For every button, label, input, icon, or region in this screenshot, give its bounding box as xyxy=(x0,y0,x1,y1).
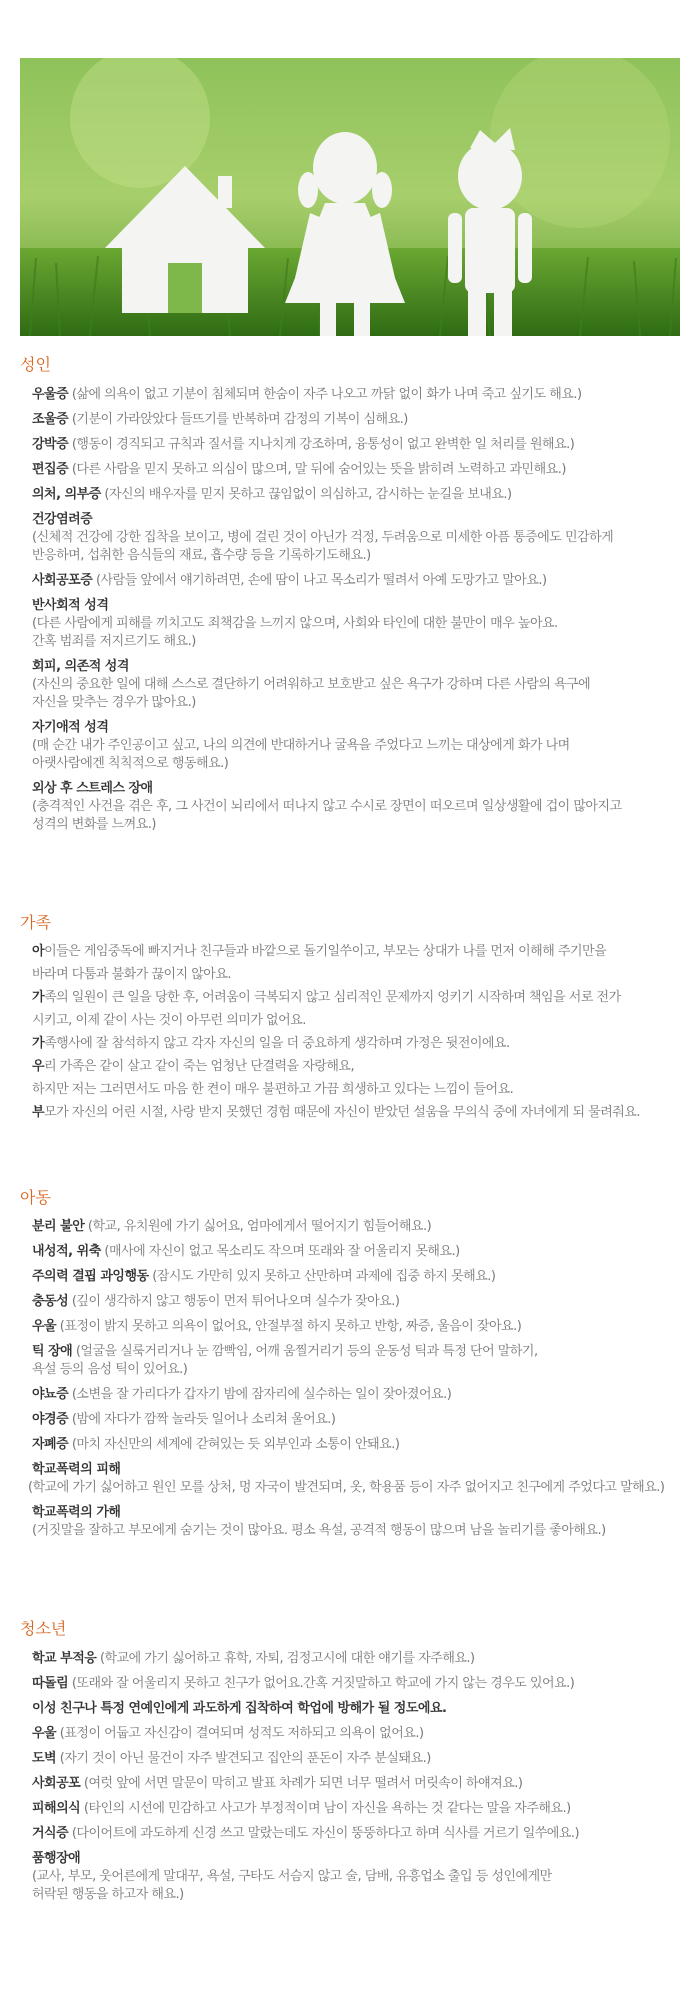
list-item xyxy=(32,1750,692,1768)
teen-list xyxy=(32,1650,692,1911)
family-paragraph xyxy=(32,1055,692,1101)
term: 사회공포 xyxy=(32,1776,81,1791)
description: (잠시도 가만히 있지 못하고 산만하며 과제에 집중 하지 못해요.) xyxy=(152,1269,496,1284)
term: 충동성 xyxy=(32,1294,69,1309)
term: 외상 후 스트레스 장애 xyxy=(32,781,153,796)
description: (표정이 밝지 못하고 의욕이 없어요, 안절부절 하지 못하고 반항, 짜증, 울음이 잦아요.) xyxy=(59,1319,522,1334)
term: 자폐증 xyxy=(32,1437,69,1452)
paragraph-text: 모가 자신의 어린 시절, 사랑 받지 못했던 경험 때문에 자신이 받았던 설움을 무의식 중에 자녀에게 되 물려줘요. xyxy=(44,1105,640,1120)
list-item xyxy=(32,1411,692,1429)
description: (매 순간 내가 주인공이고 싶고, 나의 의견에 반대하거나 굴욕을 주었다고 느끼는 대상에게 화가 나며 아랫사람에겐 칙칙적으로 행동해요.) xyxy=(32,738,570,771)
description: (충격적인 사건을 겪은 후, 그 사건이 뇌리에서 떠나지 않고 수시로 장면이 떠오르며 일상생활에 겁이 많아지고 성격의 변화를 느껴요.) xyxy=(32,799,622,832)
term: 따돌림 xyxy=(32,1676,69,1691)
list-item xyxy=(32,1386,692,1404)
list-item xyxy=(32,436,692,454)
list-item xyxy=(32,1218,692,1236)
term: 품행장애 xyxy=(32,1851,81,1866)
description: (행동이 경직되고 규칙과 질서를 지나치게 강조하며, 융통성이 없고 완벽한 일 처리를 원해요.) xyxy=(71,437,575,452)
description: (자신의 배우자를 믿지 못하고 끊임없이 의심하고, 감시하는 눈길을 보내요.) xyxy=(104,487,512,502)
section-title-adult: 성인 xyxy=(20,355,51,374)
description: (자기 것이 아닌 물건이 자주 발견되고 집안의 푼돈이 자주 분실돼요.) xyxy=(59,1751,431,1766)
list-item xyxy=(32,1650,692,1668)
term: 건강염려증 xyxy=(32,512,93,527)
description: (얼굴을 실룩거리거나 눈 깜빡임, 어깨 움찔거리기 등의 운동성 틱과 특정 단어 말하기, 욕설 등의 음성 틱이 있어요.) xyxy=(32,1344,538,1377)
description: (다이어트에 과도하게 신경 쓰고 말랐는데도 자신이 뚱뚱하다고 하며 식사를 거르기 일쑤에요.) xyxy=(71,1826,580,1841)
term: 의처, 의부증 xyxy=(32,487,101,502)
list-item xyxy=(32,1293,692,1311)
term: 자기애적 성격 xyxy=(32,720,109,735)
description: (소변을 잘 가리다가 갑자기 밤에 잠자리에 실수하는 일이 잦아졌어요.) xyxy=(71,1387,452,1402)
description: (타인의 시선에 민감하고 사고가 부정적이며 남이 자신을 욕하는 것 같다는 말을 자주해요.) xyxy=(83,1801,571,1816)
section-title-family: 가족 xyxy=(20,913,51,932)
paragraph-text: 족행사에 잘 참석하지 않고 각자 자신의 일을 더 중요하게 생각하며 가정은 뒷전이에요. xyxy=(44,1036,510,1051)
list-item xyxy=(32,1825,692,1843)
term: 야뇨증 xyxy=(32,1387,69,1402)
description: (깊이 생각하지 않고 행동이 먼저 튀어나오며 실수가 잦아요.) xyxy=(71,1294,400,1309)
term: 분리 불안 xyxy=(32,1219,85,1234)
description: (교사, 부모, 웃어른에게 말대꾸, 욕설, 구타도 서슴지 않고 술, 담배, 유흥업소 출입 등 성인에게만 허락된 행동을 하고자 해요.) xyxy=(32,1869,552,1902)
list-item xyxy=(32,1268,692,1286)
term: 도벽 xyxy=(32,1751,57,1766)
term: 강박증 xyxy=(32,437,69,452)
description: (다른 사람에게 피해를 끼치고도 죄책감을 느끼지 않으며, 사회와 타인에 대한 불만이 매우 높아요. 간혹 범죄를 저지르기도 해요.) xyxy=(32,616,558,649)
family-paragraph xyxy=(32,986,692,1032)
adult-list xyxy=(32,386,692,841)
description: (매사에 자신이 없고 목소리도 작으며 또래와 잘 어울리지 못해요.) xyxy=(104,1244,460,1259)
description: (거짓말을 잘하고 부모에게 숨기는 것이 많아요. 평소 욕설, 공격적 행동이 많으며 남을 놀리기를 좋아해요.) xyxy=(32,1523,606,1538)
term: 우울 xyxy=(32,1726,57,1741)
description: (학교, 유치원에 가기 싫어요, 엄마에게서 떨어지기 힘들어해요.) xyxy=(87,1219,432,1234)
description: (학교에 가기 싫어하고 원인 모를 상처, 멍 자국이 발견되며, 옷, 학용품 등이 자주 없어지고 친구에게 주었다고 말해요.) xyxy=(28,1480,665,1495)
lead-char: 가 xyxy=(32,990,45,1005)
term: 회피, 의존적 성격 xyxy=(32,659,129,674)
paragraph-text: 리 가족은 같이 살고 같이 죽는 엄청난 단결력을 자랑해요, 하지만 저는 그러면서도 마음 한 켠이 매우 불편하고 가끔 희생하고 있다는 느낌이 들어요. xyxy=(32,1059,514,1097)
description: (마치 자신만의 세계에 갇혀있는 듯 외부인과 소통이 안돼요.) xyxy=(71,1437,400,1452)
list-item xyxy=(32,511,692,565)
family-paragraph xyxy=(32,1101,692,1124)
lead-char: 우 xyxy=(32,1059,45,1074)
list-item xyxy=(32,597,692,651)
description: (신체적 건강에 강한 집착을 보이고, 병에 걸린 것이 아닌가 걱정, 두려움으로 미세한 아픔 통증에도 민감하게 반응하며, 섭취한 음식들의 재료, 흡수량 등을 기록하기도해요.) xyxy=(32,530,614,563)
list-item xyxy=(32,719,692,773)
description: (또래와 잘 어울리지 못하고 친구가 없어요.간혹 거짓말하고 학교에 가지 않는 경우도 있어요.) xyxy=(71,1676,575,1691)
description: (기분이 가라앉았다 들뜨기를 반복하며 감정의 기복이 심해요.) xyxy=(71,412,408,427)
list-item xyxy=(32,1318,692,1336)
term: 학교 부적응 xyxy=(32,1651,97,1666)
description: (여럿 앞에 서면 말문이 막히고 발표 차례가 되면 너무 떨려서 머릿속이 하얘져요.) xyxy=(83,1776,523,1791)
list-item xyxy=(32,1343,692,1379)
lead-char: 아 xyxy=(32,944,45,959)
hero-image xyxy=(20,58,680,336)
term: 편집증 xyxy=(32,462,69,477)
family-paragraph xyxy=(32,940,692,986)
term: 사회공포증 xyxy=(32,573,93,588)
paragraph-text: 족의 일원이 큰 일을 당한 후, 어려움이 극복되지 않고 심리적인 문제까지 엉키기 시작하며 책임을 서로 전가 시키고, 이제 같이 사는 것이 아무런 의미가 없어요. xyxy=(32,990,621,1028)
term: 주의력 결핍 과잉행동 xyxy=(32,1269,149,1284)
section-title-child: 아동 xyxy=(20,1188,51,1207)
list-item xyxy=(32,1725,692,1743)
list-item xyxy=(32,1700,692,1718)
term: 이성 친구나 특정 연예인에게 과도하게 집착하여 학업에 방해가 될 정도에요. xyxy=(32,1701,447,1716)
term: 조울증 xyxy=(32,412,69,427)
description: (사람들 앞에서 얘기하려면, 손에 땀이 나고 목소리가 떨려서 아예 도망가고 말아요.) xyxy=(95,573,547,588)
lead-char: 가 xyxy=(32,1036,45,1051)
list-item xyxy=(28,1461,692,1497)
section-title-teen: 청소년 xyxy=(20,1619,67,1638)
term: 틱 장애 xyxy=(32,1344,73,1359)
term: 학교폭력의 피해 xyxy=(32,1462,121,1477)
description: (표정이 어둡고 자신감이 결여되며 성적도 저하되고 의욕이 없어요.) xyxy=(59,1726,424,1741)
description: (학교에 가기 싫어하고 휴학, 자퇴, 검정고시에 대한 얘기를 자주해요.) xyxy=(99,1651,475,1666)
term: 반사회적 성격 xyxy=(32,598,109,613)
list-item xyxy=(32,1675,692,1693)
lead-char: 부 xyxy=(32,1105,45,1120)
paragraph-text: 이들은 게임중독에 빠지거나 친구들과 바깥으로 돌기일쑤이고, 부모는 상대가 나를 먼저 이해해 주기만을 바라며 다툼과 불화가 끊이지 않아요. xyxy=(32,944,607,982)
list-item xyxy=(32,1850,692,1904)
list-item xyxy=(32,1243,692,1261)
list-item xyxy=(32,1800,692,1818)
term: 내성적, 위축 xyxy=(32,1244,101,1259)
family-paragraph xyxy=(32,1032,692,1055)
term: 학교폭력의 가해 xyxy=(32,1505,121,1520)
term: 우울증 xyxy=(32,387,69,402)
description: (자신의 중요한 일에 대해 스스로 결단하기 어려워하고 보호받고 싶은 욕구가 강하며 다른 사람의 욕구에 자신을 맞추는 경우가 많아요.) xyxy=(32,677,591,710)
list-item xyxy=(32,1436,692,1454)
description: (삶에 의욕이 없고 기분이 침체되며 한숨이 자주 나오고 까닭 없이 화가 나며 죽고 싶기도 해요.) xyxy=(71,387,582,402)
list-item xyxy=(32,572,692,590)
list-item xyxy=(32,780,692,834)
term: 피해의식 xyxy=(32,1801,81,1816)
list-item xyxy=(32,1775,692,1793)
list-item xyxy=(32,658,692,712)
list-item xyxy=(32,486,692,504)
term: 우울 xyxy=(32,1319,57,1334)
list-item xyxy=(32,461,692,479)
description: (다른 사람을 믿지 못하고 의심이 많으며, 말 뒤에 숨어있는 뜻을 밝히려 노력하고 과민해요.) xyxy=(71,462,566,477)
list-item xyxy=(32,411,692,429)
family-paragraphs xyxy=(32,940,692,1124)
term: 야경증 xyxy=(32,1412,69,1427)
child-list xyxy=(28,1218,692,1547)
term: 거식증 xyxy=(32,1826,69,1841)
description: (밤에 자다가 깜짝 놀라듯 일어나 소리쳐 울어요.) xyxy=(71,1412,336,1427)
list-item xyxy=(32,386,692,404)
list-item xyxy=(32,1504,692,1540)
